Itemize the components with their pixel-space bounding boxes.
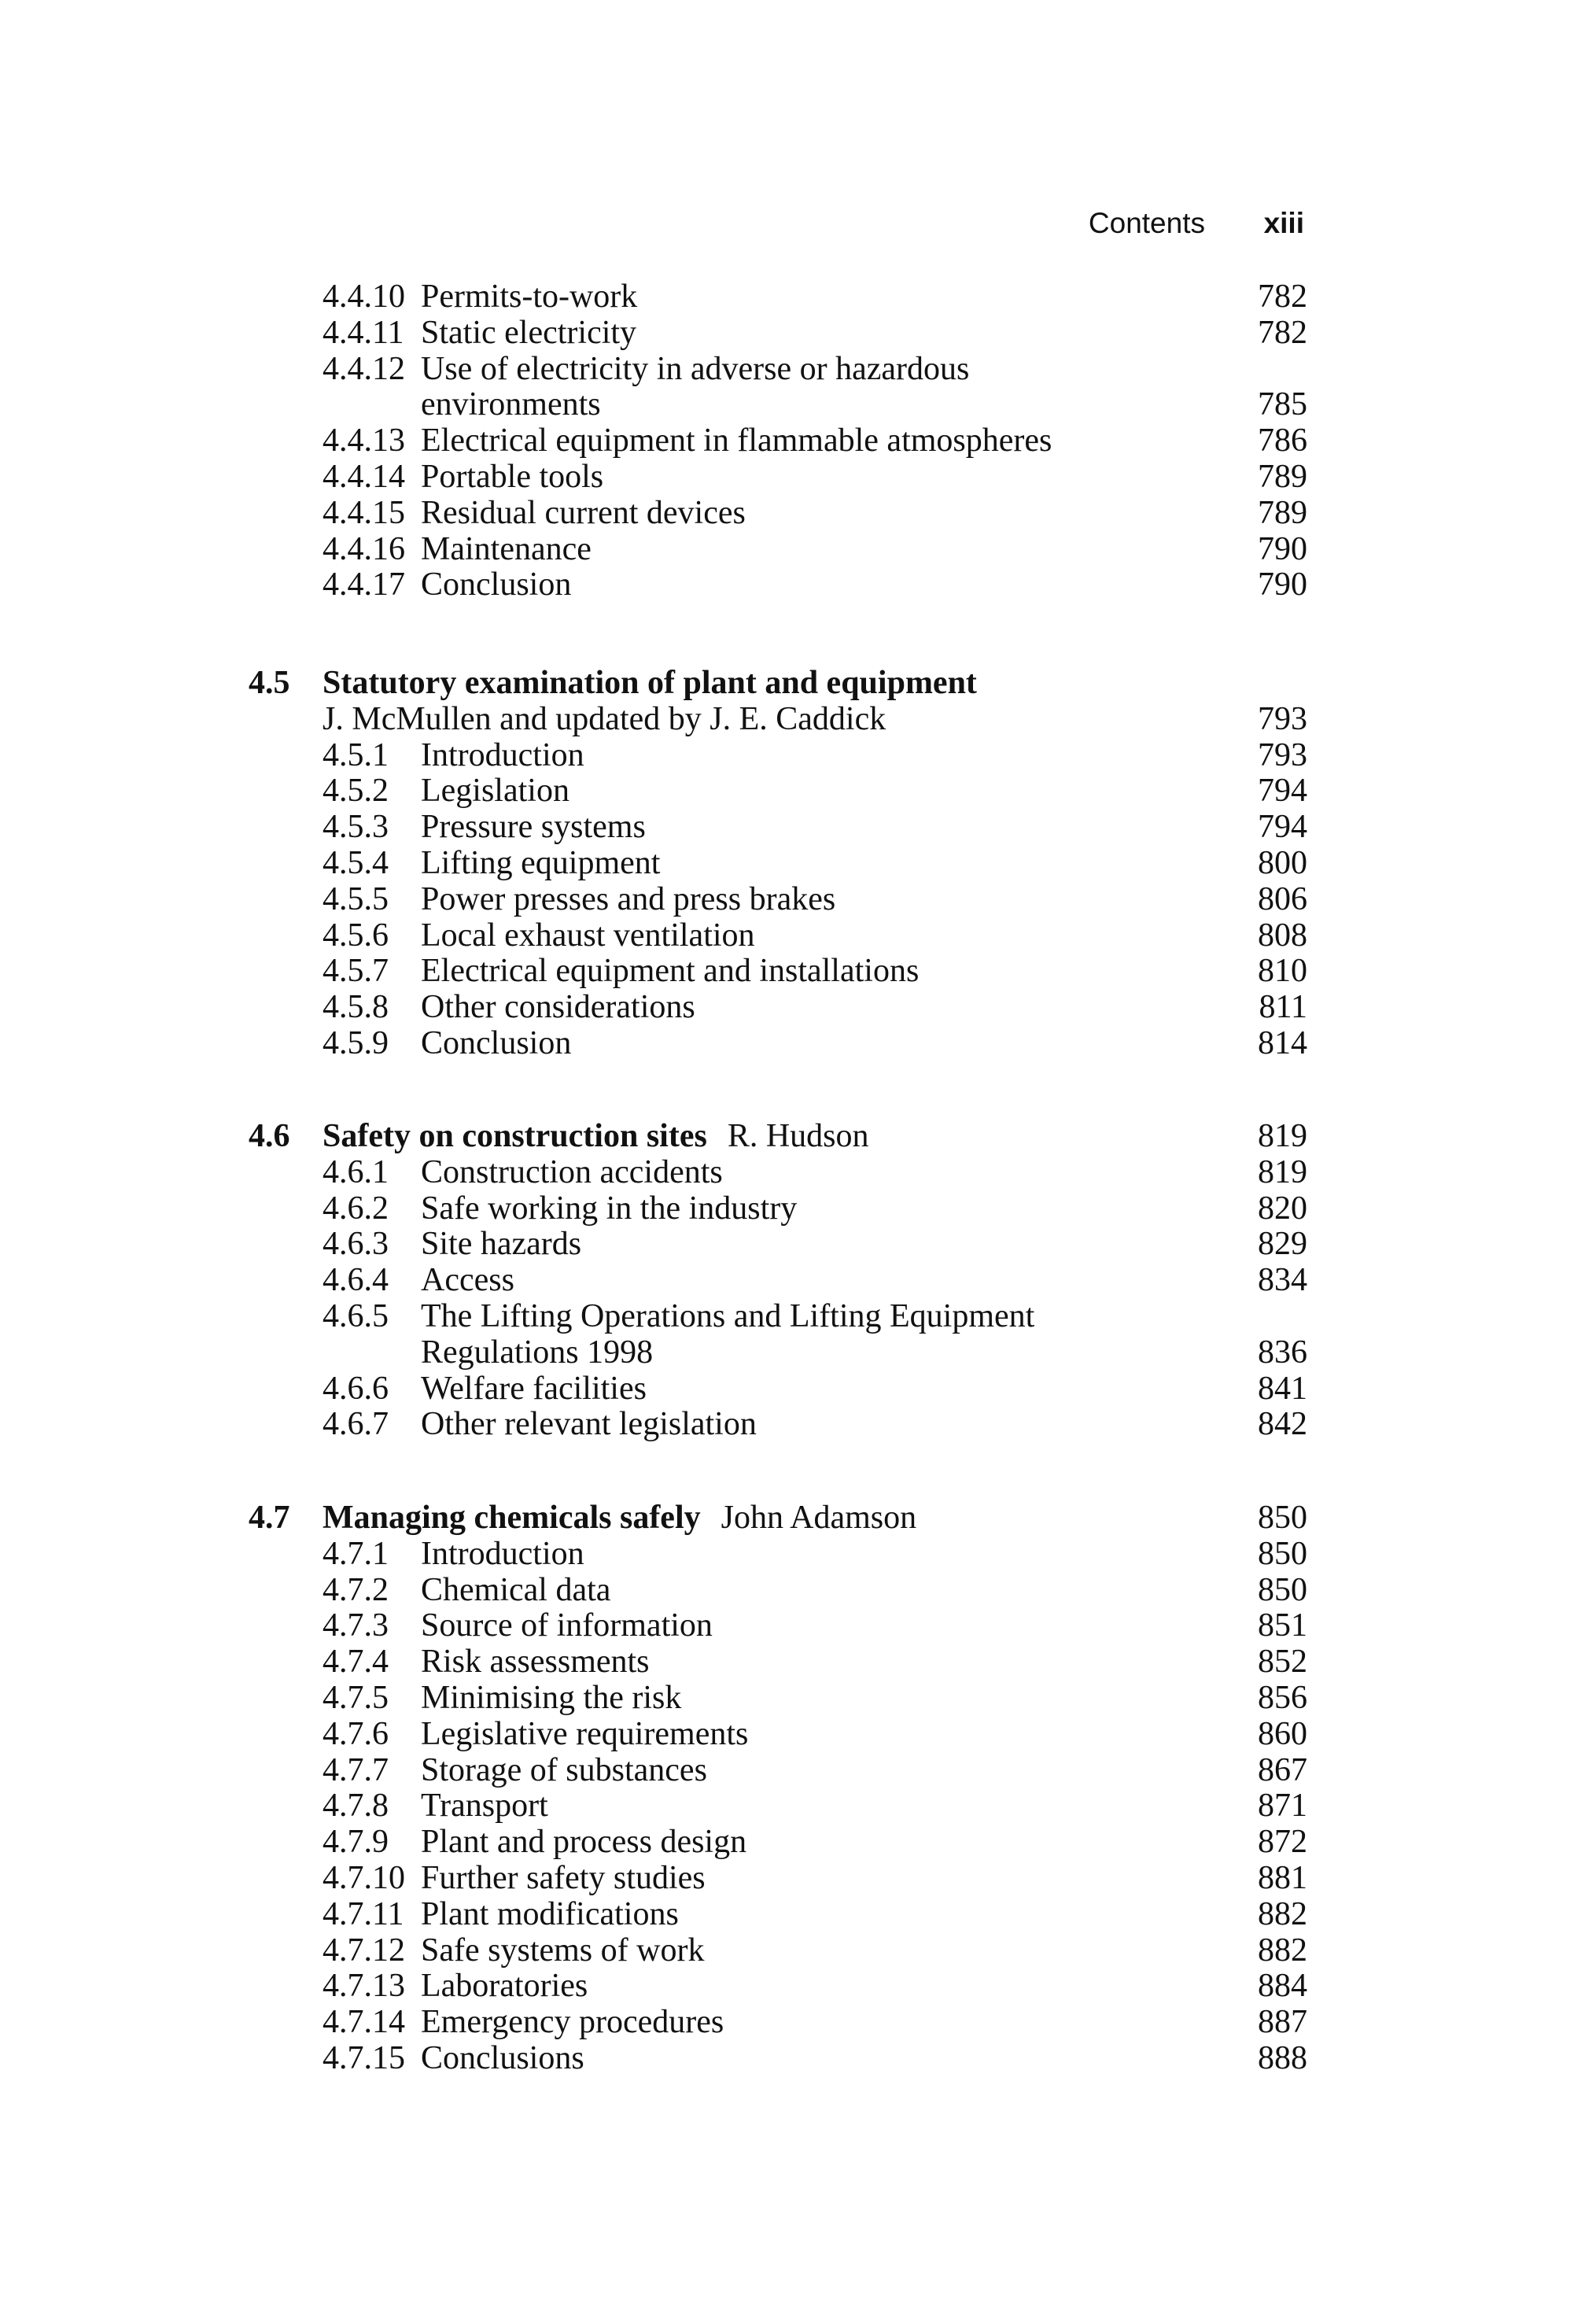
entry-page: 789 — [1258, 458, 1307, 495]
entry-title: Permits-to-work — [421, 279, 638, 315]
running-head — [1023, 203, 1304, 244]
toc-entry — [0, 459, 1596, 496]
entry-page: 888 — [1258, 2039, 1307, 2076]
entry-title: Regulations 1998 — [421, 1334, 654, 1371]
entry-page: 842 — [1258, 1406, 1307, 1443]
entry-title: Transport — [421, 1788, 548, 1825]
section-number: 4.7 — [249, 1500, 290, 1536]
entry-number: 4.5.4 — [323, 844, 389, 881]
toc-entry — [0, 279, 1596, 315]
entry-number: 4.7.5 — [323, 1679, 389, 1716]
entry-title: Lifting equipment — [421, 844, 661, 881]
entry-number: 4.4.12 — [323, 350, 405, 387]
toc-section-4-6 — [0, 1119, 1596, 1443]
section-title-text: Safety on construction sites — [323, 1118, 707, 1154]
entry-page: 882 — [1258, 1895, 1307, 1932]
entry-title: Plant modifications — [421, 1895, 679, 1932]
section-page: 819 — [1258, 1118, 1307, 1154]
entry-number: 4.4.16 — [323, 530, 405, 567]
entry-page: 856 — [1258, 1679, 1307, 1716]
entry-page: 867 — [1258, 1751, 1307, 1788]
toc-entry — [0, 1825, 1596, 1861]
section-heading — [0, 666, 1596, 702]
entry-title: Risk assessments — [421, 1644, 650, 1681]
entry-number: 4.5.6 — [323, 917, 389, 954]
entry-title: Safe working in the industry — [421, 1190, 798, 1227]
toc-entry — [0, 1537, 1596, 1573]
entry-number: 4.7.8 — [323, 1788, 389, 1825]
entry-number: 4.6.7 — [323, 1406, 389, 1443]
entry-title: Conclusion — [421, 566, 572, 603]
toc-entry — [0, 1608, 1596, 1644]
section-author: J. McMullen and updated by J. E. Caddick — [323, 700, 886, 737]
toc-entry — [0, 1681, 1596, 1717]
toc-entry — [0, 882, 1596, 918]
toc-entry — [0, 352, 1596, 388]
entry-number: 4.6.1 — [323, 1153, 389, 1190]
entry-page: 820 — [1258, 1190, 1307, 1227]
toc-entry — [0, 1969, 1596, 2005]
section-author-line — [0, 702, 1596, 738]
entry-title: Laboratories — [421, 1968, 588, 2005]
entry-title: Power presses and press brakes — [421, 880, 836, 917]
toc-entry — [0, 1753, 1596, 1789]
entry-number: 4.7.3 — [323, 1607, 389, 1644]
toc-entry-continuation — [0, 1335, 1596, 1371]
toc-entry — [0, 1861, 1596, 1897]
toc-entry — [0, 918, 1596, 954]
entry-number: 4.6.3 — [323, 1226, 389, 1263]
entry-number: 4.4.15 — [323, 494, 405, 531]
section-number: 4.5 — [249, 665, 290, 701]
toc-entry — [0, 1897, 1596, 1933]
entry-number: 4.4.11 — [323, 314, 404, 351]
toc-entry — [0, 810, 1596, 846]
toc-entry — [0, 423, 1596, 459]
entry-number: 4.4.14 — [323, 458, 405, 495]
entry-number: 4.7.12 — [323, 1932, 405, 1969]
entry-title: Plant and process design — [421, 1824, 747, 1861]
entry-number: 4.4.17 — [323, 566, 405, 603]
entry-title: Emergency procedures — [421, 2004, 724, 2041]
toc-entry — [0, 1026, 1596, 1062]
entry-title: Welfare facilities — [421, 1370, 647, 1407]
entry-page: 851 — [1258, 1607, 1307, 1644]
entry-title: Electrical equipment and installations — [421, 953, 920, 990]
entry-number: 4.6.5 — [323, 1297, 389, 1334]
toc-entry — [0, 1407, 1596, 1443]
entry-number: 4.5.2 — [323, 773, 389, 810]
entry-title: Local exhaust ventilation — [421, 917, 755, 954]
toc-entry — [0, 954, 1596, 990]
entry-number: 4.7.7 — [323, 1751, 389, 1788]
entry-number: 4.5.5 — [323, 880, 389, 917]
entry-number: 4.5.7 — [323, 953, 389, 990]
entry-title: Chemical data — [421, 1571, 611, 1608]
entry-title: Safe systems of work — [421, 1932, 705, 1969]
section-title-text: Managing chemicals safely — [323, 1500, 701, 1536]
toc-entry — [0, 1191, 1596, 1227]
entry-page: 872 — [1258, 1824, 1307, 1861]
entry-title: Access — [421, 1262, 514, 1299]
toc-entry — [0, 315, 1596, 352]
entry-title: Introduction — [421, 1535, 584, 1572]
entry-title: Site hazards — [421, 1226, 582, 1263]
entry-page: 811 — [1259, 989, 1307, 1026]
toc-entry — [0, 567, 1596, 603]
entry-title: Use of electricity in adverse or hazardous — [421, 350, 970, 387]
entry-page: 829 — [1258, 1226, 1307, 1263]
section-title: Statutory examination of plant and equipment — [323, 665, 977, 701]
toc-section-4-5 — [0, 666, 1596, 1062]
section-page: 850 — [1258, 1500, 1307, 1536]
entry-title: The Lifting Operations and Lifting Equipment — [421, 1297, 1035, 1334]
entry-page: 793 — [1258, 736, 1307, 773]
entry-page: 850 — [1258, 1571, 1307, 1608]
entry-page: 814 — [1258, 1024, 1307, 1061]
entry-title: Minimising the risk — [421, 1679, 682, 1716]
entry-title: Legislation — [421, 773, 569, 810]
toc-section-4-7 — [0, 1500, 1596, 2077]
toc-entry — [0, 990, 1596, 1026]
entry-page: 834 — [1258, 1262, 1307, 1299]
entry-title: environments — [421, 386, 601, 423]
entry-title: Residual current devices — [421, 494, 746, 531]
entry-page: 810 — [1258, 953, 1307, 990]
entry-number: 4.6.2 — [323, 1190, 389, 1227]
entry-title: Conclusions — [421, 2039, 584, 2076]
entry-number: 4.6.6 — [323, 1370, 389, 1407]
entry-number: 4.7.6 — [323, 1715, 389, 1752]
entry-number: 4.6.4 — [323, 1262, 389, 1299]
entry-number: 4.7.1 — [323, 1535, 389, 1572]
section-heading — [0, 1119, 1596, 1155]
entry-title: Pressure systems — [421, 809, 646, 846]
section-title — [323, 1500, 916, 1537]
entry-page: 841 — [1258, 1370, 1307, 1407]
entry-number: 4.5.8 — [323, 989, 389, 1026]
entry-page: 782 — [1258, 314, 1307, 351]
toc-entry — [0, 532, 1596, 568]
toc-entry — [0, 1371, 1596, 1408]
toc-continued-4-4 — [0, 279, 1596, 603]
entry-page: 850 — [1258, 1535, 1307, 1572]
entry-page: 852 — [1258, 1644, 1307, 1681]
entry-page: 882 — [1258, 1932, 1307, 1969]
entry-page: 884 — [1258, 1968, 1307, 2005]
toc-entry — [0, 738, 1596, 774]
entry-page: 860 — [1258, 1715, 1307, 1752]
entry-title: Legislative requirements — [421, 1715, 749, 1752]
entry-page: 786 — [1258, 423, 1307, 459]
entry-number: 4.7.9 — [323, 1824, 389, 1861]
entry-number: 4.7.10 — [323, 1859, 405, 1896]
toc-entry — [0, 773, 1596, 810]
section-title — [323, 1119, 869, 1155]
entry-number: 4.4.10 — [323, 279, 405, 315]
entry-page: 785 — [1258, 386, 1307, 423]
entry-title: Construction accidents — [421, 1153, 723, 1190]
entry-page: 871 — [1258, 1788, 1307, 1825]
entry-title: Storage of substances — [421, 1751, 707, 1788]
entry-page: 794 — [1258, 809, 1307, 846]
entry-title: Conclusion — [421, 1024, 572, 1061]
toc-entry-continuation — [0, 387, 1596, 423]
toc-entry — [0, 1933, 1596, 1969]
section-heading — [0, 1500, 1596, 1537]
entry-page: 806 — [1258, 880, 1307, 917]
entry-number: 4.7.15 — [323, 2039, 405, 2076]
toc-entry — [0, 1299, 1596, 1335]
entry-title: Electrical equipment in flammable atmospheres — [421, 423, 1052, 459]
toc-entry — [0, 2005, 1596, 2041]
entry-page: 887 — [1258, 2004, 1307, 2041]
toc-entry — [0, 1717, 1596, 1753]
section-author: R. Hudson — [727, 1118, 869, 1154]
toc-entry — [0, 1644, 1596, 1681]
entry-number: 4.5.9 — [323, 1024, 389, 1061]
entry-page: 819 — [1258, 1153, 1307, 1190]
entry-page: 794 — [1258, 773, 1307, 810]
entry-number: 4.7.4 — [323, 1644, 389, 1681]
entry-number: 4.5.1 — [323, 736, 389, 773]
entry-title: Other relevant legislation — [421, 1406, 757, 1443]
entry-page: 800 — [1258, 844, 1307, 881]
toc-entry — [0, 496, 1596, 532]
toc-entry — [0, 1573, 1596, 1609]
toc-entry — [0, 846, 1596, 882]
entry-page: 836 — [1258, 1334, 1307, 1371]
entry-title: Portable tools — [421, 458, 604, 495]
toc-entry — [0, 1227, 1596, 1263]
entry-number: 4.5.3 — [323, 809, 389, 846]
entry-number: 4.4.13 — [323, 423, 405, 459]
entry-title: Maintenance — [421, 530, 592, 567]
entry-number: 4.7.13 — [323, 1968, 405, 2005]
running-head-page-number: xiii — [1263, 207, 1304, 239]
entry-page: 790 — [1258, 530, 1307, 567]
running-head-title: Contents — [1088, 207, 1205, 239]
section-number: 4.6 — [249, 1118, 290, 1154]
entry-page: 808 — [1258, 917, 1307, 954]
entry-title: Source of information — [421, 1607, 713, 1644]
toc-entry — [0, 1155, 1596, 1191]
toc-entry — [0, 1263, 1596, 1299]
entry-title: Further safety studies — [421, 1859, 706, 1896]
entry-number: 4.7.11 — [323, 1895, 404, 1932]
entry-page: 881 — [1258, 1859, 1307, 1896]
entry-page: 789 — [1258, 494, 1307, 531]
entry-title: Introduction — [421, 736, 584, 773]
entry-number: 4.7.2 — [323, 1571, 389, 1608]
section-page: 793 — [1258, 700, 1307, 737]
entry-page: 782 — [1258, 279, 1307, 315]
entry-title: Static electricity — [421, 314, 637, 351]
entry-page: 790 — [1258, 566, 1307, 603]
toc-entry — [0, 1788, 1596, 1825]
toc-entry — [0, 2041, 1596, 2077]
entry-title: Other considerations — [421, 989, 695, 1026]
section-author: John Adamson — [721, 1500, 917, 1536]
entry-number: 4.7.14 — [323, 2004, 405, 2041]
